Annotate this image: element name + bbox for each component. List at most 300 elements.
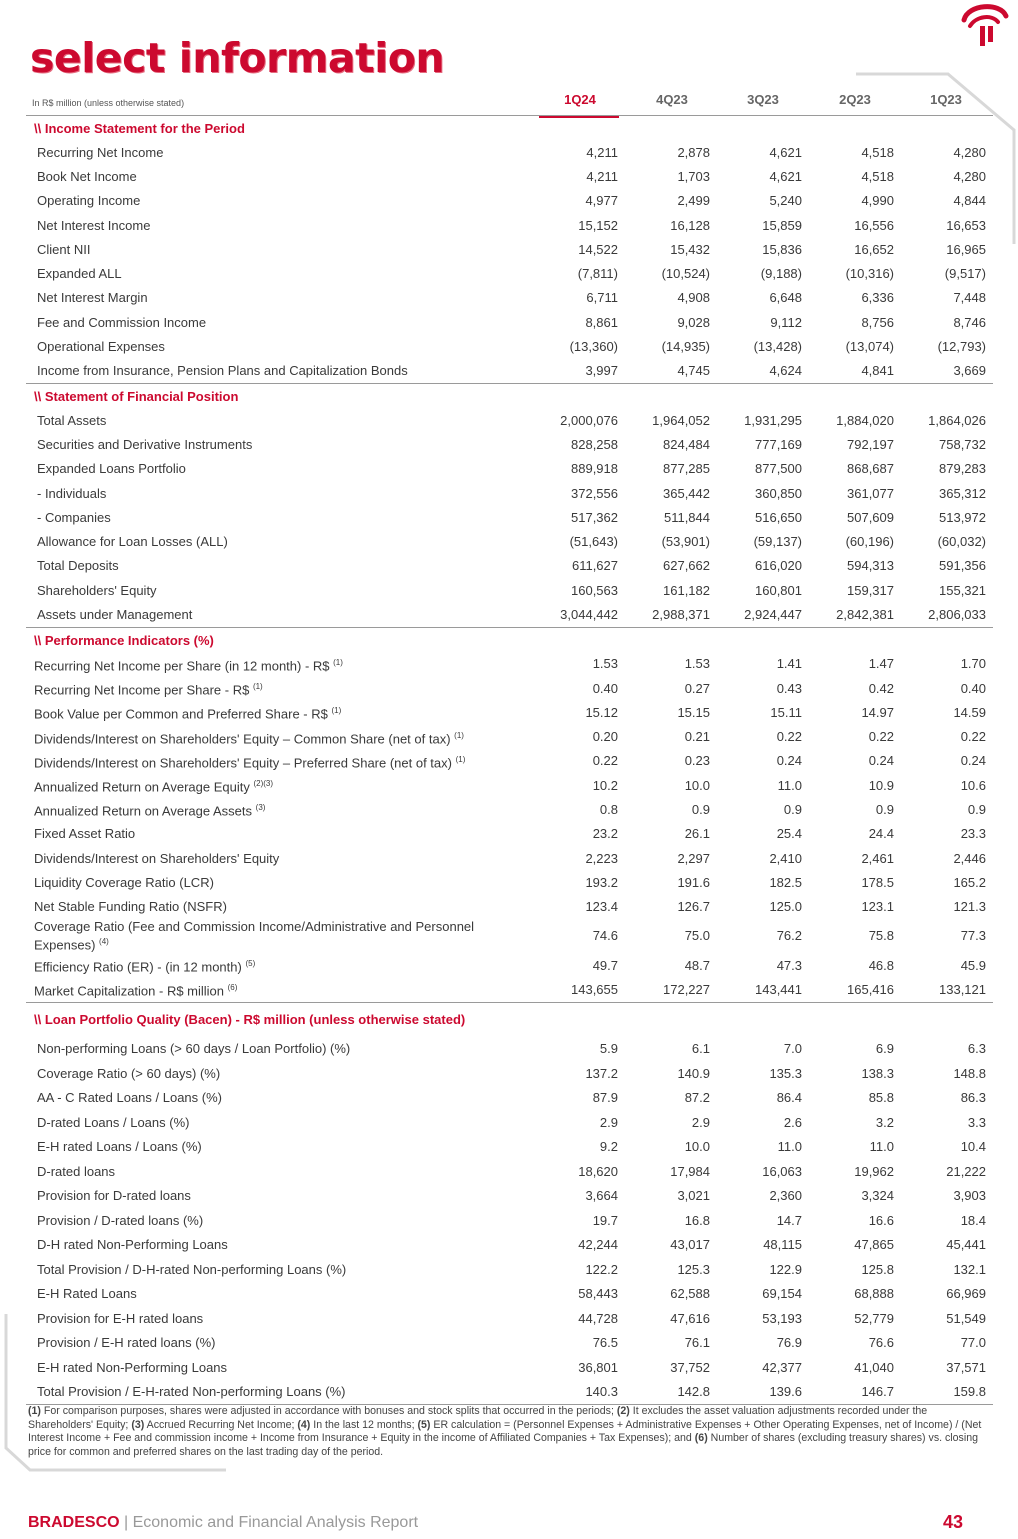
row-label — [26, 486, 526, 501]
row-label-text: Efficiency Ratio (ER) - (in 12 month) — [34, 959, 242, 975]
table-row — [26, 310, 993, 334]
value-cell-1q23: 0.9 — [967, 802, 986, 818]
row-label — [26, 1164, 526, 1179]
value-cell-2q23: 46.8 — [868, 957, 894, 973]
table-row — [26, 919, 993, 953]
value-cell-3q23: 48,115 — [763, 1237, 802, 1253]
row-label-text: D-rated Loans / Loans (%) — [37, 1114, 190, 1130]
value-cell-1q23: 879,283 — [939, 461, 986, 477]
value-cell-2q23: 6,336 — [861, 290, 894, 306]
row-label-text: AA - C Rated Loans / Loans (%) — [37, 1090, 222, 1106]
table-row — [26, 773, 993, 797]
row-label-text: Book Value per Common and Preferred Share - R$ — [34, 706, 328, 722]
value-cell-4q23: 511,844 — [663, 509, 710, 525]
value-cell-1q23: 16,965 — [946, 241, 986, 257]
value-cell-3q23: 16,063 — [762, 1163, 802, 1179]
row-label — [26, 290, 526, 305]
value-cell-1q24: 2,000,076 — [560, 412, 618, 428]
value-cell-1q23: 513,972 — [939, 509, 986, 525]
value-cell-2q23: 594,313 — [847, 558, 894, 574]
value-cell-1q23: 0.24 — [960, 753, 986, 769]
value-cell-1q23: 0.22 — [960, 729, 986, 745]
value-cell-1q24: 140.3 — [585, 1384, 618, 1400]
value-cell-4q23: (14,935) — [661, 339, 710, 355]
row-label-text: Expanded ALL — [37, 266, 122, 282]
value-cell-3q23: 0.9 — [783, 802, 802, 818]
row-label-text: Dividends/Interest on Shareholders' Equity – Common Share (net of tax) — [34, 730, 451, 746]
table-row — [26, 261, 993, 285]
row-label-text: Recurring Net Income per Share (in 12 month) - R$ — [34, 657, 330, 673]
value-cell-2q23: 1,884,020 — [836, 412, 894, 428]
period-header-1q24: 1Q24 — [564, 92, 596, 107]
value-cell-2q23: 47,865 — [854, 1237, 894, 1253]
footnote-ref: (6) — [227, 983, 238, 993]
table-row — [26, 953, 993, 977]
value-cell-1q24: 193.2 — [585, 874, 618, 890]
footnote-number: (1) — [28, 1405, 41, 1417]
row-label-text: Total Provision / D-H-rated Non-performing Loans (%) — [37, 1261, 347, 1277]
value-cell-4q23: 126.7 — [677, 899, 710, 915]
row-label — [26, 655, 526, 673]
value-cell-1q23: 591,356 — [939, 558, 986, 574]
value-cell-3q23: 11.0 — [777, 1139, 802, 1155]
row-label-text: Provision for E-H rated loans — [37, 1310, 204, 1326]
row-label-text: Operating Income — [37, 193, 141, 209]
footnote-ref: (1) — [454, 730, 464, 740]
row-label — [26, 315, 526, 330]
table-section — [26, 1003, 993, 1406]
value-cell-1q24: 3,997 — [585, 363, 618, 379]
table-row — [26, 749, 993, 773]
value-cell-1q23: 16,653 — [946, 217, 986, 233]
value-cell-2q23: (60,196) — [845, 534, 894, 550]
value-cell-3q23: 125.0 — [769, 899, 802, 915]
value-cell-1q24: 0.40 — [592, 680, 618, 696]
period-header-2q23: 2Q23 — [839, 92, 871, 107]
table-row — [26, 652, 993, 676]
row-label — [26, 339, 526, 354]
value-cell-1q24: 4,211 — [586, 144, 618, 160]
value-cell-2q23: 868,687 — [847, 461, 894, 477]
value-cell-1q23: 6.3 — [967, 1041, 986, 1057]
value-cell-4q23: (53,901) — [661, 534, 710, 550]
value-cell-4q23: 87.2 — [684, 1090, 710, 1106]
value-cell-4q23: 191.6 — [677, 874, 710, 890]
value-cell-1q24: 122.2 — [585, 1261, 618, 1277]
footnote-ref: (3) — [255, 803, 266, 813]
value-cell-4q23: 2,988,371 — [652, 606, 710, 622]
value-cell-1q24: 0.20 — [592, 729, 618, 745]
footer-brand-name: BRADESCO — [28, 1514, 120, 1531]
value-cell-1q23: 23.3 — [960, 826, 986, 842]
table-row — [26, 1233, 993, 1258]
table-row — [26, 213, 993, 237]
value-cell-1q24: 137.2 — [585, 1065, 618, 1081]
value-cell-3q23: 7.0 — [783, 1041, 802, 1057]
value-cell-4q23: 2.9 — [691, 1114, 710, 1130]
table-row — [26, 554, 993, 578]
section-title: \\ Loan Portfolio Quality (Bacen) - R$ million (unless otherwise stated) — [34, 1011, 466, 1027]
row-label-text: Allowance for Loan Losses (ALL) — [37, 534, 228, 550]
row-label — [26, 193, 526, 208]
row-label — [26, 752, 526, 770]
section-title: \\ Statement of Financial Position — [34, 388, 239, 404]
row-label — [26, 679, 526, 697]
row-label — [26, 703, 526, 721]
value-cell-1q24: 5.9 — [599, 1041, 618, 1057]
row-label-text: Dividends/Interest on Shareholders' Equity – Preferred Share (net of tax) — [34, 755, 452, 771]
value-cell-3q23: (9,188) — [760, 266, 802, 282]
value-cell-2q23: 2,461 — [861, 850, 894, 866]
value-cell-1q24: 160,563 — [571, 582, 618, 598]
value-cell-4q23: 0.9 — [691, 802, 710, 818]
row-label — [26, 728, 526, 746]
table-row — [26, 481, 993, 505]
row-label-text: Market Capitalization - R$ million — [34, 983, 225, 999]
footnote-ref: (1) — [252, 681, 263, 691]
row-label-text: Recurring Net Income per Share - R$ — [34, 682, 250, 698]
row-label-text: Annualized Return on Average Assets — [34, 803, 253, 819]
value-cell-1q24: (7,811) — [577, 266, 618, 282]
table-row — [26, 432, 993, 456]
value-cell-4q23: 172,227 — [663, 981, 710, 997]
value-cell-4q23: 3,021 — [677, 1188, 710, 1204]
row-label — [26, 534, 526, 549]
row-label — [26, 1286, 526, 1301]
table-row — [26, 725, 993, 749]
value-cell-1q23: 159.8 — [953, 1384, 986, 1400]
table-row — [26, 334, 993, 358]
row-label-text: Provision / D-rated loans (%) — [37, 1212, 204, 1228]
row-label — [26, 919, 526, 952]
value-cell-4q23: 140.9 — [677, 1065, 710, 1081]
table-row — [26, 1331, 993, 1356]
value-cell-2q23: 6.9 — [875, 1041, 894, 1057]
value-cell-2q23: 792,197 — [847, 436, 894, 452]
row-label — [26, 145, 526, 160]
value-cell-1q23: 3,669 — [953, 363, 986, 379]
value-cell-2q23: 11.0 — [869, 1139, 894, 1155]
value-cell-3q23: 4,624 — [769, 363, 802, 379]
value-cell-3q23: 47.3 — [776, 957, 802, 973]
value-cell-2q23: 16,652 — [854, 241, 894, 257]
value-cell-3q23: 5,240 — [769, 193, 802, 209]
value-cell-1q23: (12,793) — [937, 339, 986, 355]
table-row — [26, 1306, 993, 1331]
value-cell-2q23: (13,074) — [845, 339, 894, 355]
value-cell-4q23: 10.0 — [684, 777, 710, 793]
value-cell-1q24: 4,977 — [585, 193, 618, 209]
row-label-text: Recurring Net Income — [37, 144, 164, 160]
footer-report-title: Economic and Financial Analysis Report — [132, 1514, 419, 1531]
footer-separator: | — [119, 1514, 133, 1531]
value-cell-4q23: 16,128 — [670, 217, 710, 233]
value-cell-2q23: 0.22 — [868, 729, 894, 745]
value-cell-2q23: 16,556 — [854, 217, 894, 233]
footnote-number: (2) — [616, 1405, 630, 1417]
value-cell-3q23: 160,801 — [755, 582, 802, 598]
value-cell-2q23: 85.8 — [868, 1090, 894, 1106]
value-cell-1q23: 51,549 — [946, 1310, 986, 1326]
table-row — [26, 359, 993, 383]
table-row — [26, 700, 993, 724]
row-label-text: Client NII — [37, 241, 91, 257]
value-cell-2q23: 146.7 — [861, 1384, 894, 1400]
table-section — [26, 116, 993, 384]
value-cell-2q23: 75.8 — [868, 928, 894, 944]
value-cell-4q23: (10,524) — [661, 266, 710, 282]
value-cell-1q23: 77.3 — [960, 928, 986, 944]
row-label — [26, 1335, 526, 1350]
unit-note: In R$ million (unless otherwise stated) — [32, 98, 185, 108]
value-cell-1q23: 148.8 — [953, 1065, 986, 1081]
value-cell-3q23: 42,377 — [762, 1359, 802, 1375]
value-cell-1q24: 828,258 — [571, 436, 618, 452]
value-cell-1q24: 2,223 — [585, 850, 618, 866]
value-cell-4q23: 75.0 — [684, 928, 710, 944]
value-cell-1q23: 1.70 — [960, 656, 986, 672]
value-cell-3q23: 2,410 — [769, 850, 802, 866]
value-cell-2q23: 507,609 — [847, 509, 894, 525]
value-cell-2q23: 0.42 — [868, 680, 894, 696]
value-cell-3q23: 139.6 — [769, 1384, 802, 1400]
row-label — [26, 242, 526, 257]
value-cell-2q23: 41,040 — [854, 1359, 894, 1375]
value-cell-3q23: 122.9 — [769, 1261, 802, 1277]
value-cell-1q23: 365,312 — [939, 485, 986, 501]
value-cell-3q23: 86.4 — [776, 1090, 802, 1106]
table-row — [26, 870, 993, 894]
footnote-ref: (5) — [245, 958, 256, 968]
value-cell-3q23: 4,621 — [769, 168, 802, 184]
value-cell-3q23: 516,650 — [755, 509, 802, 525]
value-cell-2q23: 2,842,381 — [836, 606, 894, 622]
row-label — [26, 1213, 526, 1228]
table-row — [26, 602, 993, 626]
row-label-text: E-H Rated Loans — [37, 1286, 137, 1302]
value-cell-4q23: 62,588 — [670, 1286, 710, 1302]
value-cell-4q23: 365,442 — [663, 485, 710, 501]
value-cell-1q24: 372,556 — [571, 485, 618, 501]
row-label — [26, 1262, 526, 1277]
table-row — [26, 408, 993, 432]
row-label — [26, 800, 526, 818]
row-label-text: Coverage Ratio (Fee and Commission Income/Administrative and Personnel Expenses) — [34, 919, 475, 953]
row-label-text: D-rated loans — [37, 1163, 116, 1179]
value-cell-2q23: 0.24 — [868, 753, 894, 769]
footnote-text: ER calculation = (Personnel Expenses + Administrative Expenses + Other Operating Expenses, net of Income) / (Net Interest Income + Fee and commission income + Income from Insurance + Equity in the income of Affiliated Companies + Tax Expenses); and — [28, 1418, 982, 1445]
page-title: select information — [30, 34, 445, 82]
value-cell-2q23: 3,324 — [861, 1188, 894, 1204]
table-row — [26, 1257, 993, 1282]
value-cell-1q24: 44,728 — [578, 1310, 618, 1326]
row-label-text: Total Provision / E-H-rated Non-performing Loans (%) — [37, 1384, 346, 1400]
table-section — [26, 628, 993, 1003]
value-cell-1q24: 6,711 — [586, 290, 618, 306]
footnote-ref: (1) — [331, 706, 342, 716]
table-row — [26, 676, 993, 700]
value-cell-3q23: 14.7 — [776, 1212, 802, 1228]
value-cell-3q23: 53,193 — [762, 1310, 802, 1326]
value-cell-3q23: 15,836 — [762, 241, 802, 257]
value-cell-1q24: (13,360) — [569, 339, 618, 355]
value-cell-1q23: 121.3 — [953, 899, 986, 915]
value-cell-3q23: 135.3 — [769, 1065, 802, 1081]
value-cell-1q24: 10.2 — [592, 777, 618, 793]
table-row — [26, 1037, 993, 1062]
value-cell-3q23: 76.2 — [776, 928, 802, 944]
footnote-ref: (4) — [99, 937, 109, 947]
value-cell-2q23: 52,779 — [854, 1310, 894, 1326]
value-cell-1q24: 23.2 — [592, 826, 618, 842]
value-cell-1q24: (51,643) — [569, 534, 618, 550]
row-label — [26, 956, 526, 974]
value-cell-2q23: 19,962 — [854, 1163, 894, 1179]
row-label-text: Dividends/Interest on Shareholders' Equity — [34, 850, 280, 866]
table-row — [26, 1086, 993, 1111]
value-cell-4q23: 4,908 — [677, 290, 710, 306]
table-row — [26, 286, 993, 310]
value-cell-2q23: 4,841 — [861, 363, 894, 379]
value-cell-4q23: 26.1 — [684, 826, 710, 842]
value-cell-3q23: 1.41 — [776, 656, 802, 672]
value-cell-1q24: 3,664 — [585, 1188, 618, 1204]
row-label-text: Total Deposits — [37, 558, 119, 574]
value-cell-1q24: 15.12 — [585, 704, 618, 720]
value-cell-3q23: 2,924,447 — [744, 606, 802, 622]
value-cell-1q23: 8,746 — [953, 314, 986, 330]
footnote-text: It excludes the asset valuation adjustments recorded under the Shareholders' Equity; — [28, 1405, 928, 1431]
value-cell-2q23: 76.6 — [868, 1335, 894, 1351]
value-cell-1q24: 2.9 — [599, 1114, 618, 1130]
value-cell-1q23: 45,441 — [946, 1237, 986, 1253]
value-cell-4q23: 16.8 — [684, 1212, 710, 1228]
value-cell-2q23: 138.3 — [861, 1065, 894, 1081]
value-cell-4q23: 877,285 — [663, 461, 710, 477]
value-cell-1q23: (9,517) — [944, 266, 986, 282]
row-label-text: Securities and Derivative Instruments — [37, 436, 253, 452]
row-label-text: Expanded Loans Portfolio — [37, 461, 186, 477]
row-label — [26, 607, 526, 622]
value-cell-4q23: 0.27 — [684, 680, 710, 696]
value-cell-1q23: (60,032) — [937, 534, 986, 550]
value-cell-3q23: 777,169 — [755, 436, 802, 452]
row-label — [26, 1066, 526, 1081]
value-cell-3q23: (13,428) — [753, 339, 802, 355]
value-cell-1q23: 45.9 — [960, 957, 986, 973]
table-row — [26, 140, 993, 164]
value-cell-1q23: 18.4 — [960, 1212, 986, 1228]
row-label — [26, 510, 526, 525]
value-cell-4q23: 37,752 — [670, 1359, 710, 1375]
section-title: \\ Income Statement for the Period — [34, 121, 245, 136]
value-cell-4q23: 1,703 — [677, 168, 710, 184]
footnote-number: (4) — [297, 1418, 311, 1431]
value-cell-1q23: 2,806,033 — [928, 606, 986, 622]
value-cell-1q24: 18,620 — [578, 1163, 618, 1179]
table-row — [26, 1282, 993, 1307]
value-cell-1q24: 123.4 — [585, 899, 618, 915]
row-label-text: Assets under Management — [37, 606, 193, 622]
row-label-text: D-H rated Non-Performing Loans — [37, 1237, 228, 1253]
row-label — [26, 826, 526, 841]
value-cell-2q23: (10,316) — [845, 266, 894, 282]
row-label — [26, 1311, 526, 1326]
row-label — [26, 1384, 526, 1399]
table-row — [26, 822, 993, 846]
value-cell-1q24: 14,522 — [578, 241, 618, 257]
value-cell-1q23: 66,969 — [946, 1286, 986, 1302]
value-cell-2q23: 16.6 — [868, 1212, 894, 1228]
value-cell-1q23: 10.4 — [960, 1139, 986, 1155]
value-cell-2q23: 0.9 — [875, 802, 894, 818]
value-cell-2q23: 159,317 — [847, 582, 894, 598]
row-label-text: Liquidity Coverage Ratio (LCR) — [34, 874, 214, 890]
row-label — [26, 1360, 526, 1375]
row-label — [26, 899, 526, 914]
row-label-text: Operational Expenses — [37, 339, 165, 355]
value-cell-1q23: 77.0 — [960, 1335, 986, 1351]
value-cell-1q24: 49.7 — [592, 957, 618, 973]
value-cell-1q23: 0.40 — [960, 680, 986, 696]
value-cell-2q23: 14.97 — [861, 704, 894, 720]
footnote-text: For comparison purposes, shares were adjusted in accordance with bonuses and stock splits that occurred in the periods; — [40, 1405, 617, 1417]
table-section — [26, 384, 993, 628]
row-label — [26, 1237, 526, 1252]
table-row — [26, 578, 993, 602]
value-cell-1q23: 3.3 — [967, 1114, 986, 1130]
row-label — [26, 413, 526, 428]
value-cell-1q23: 132.1 — [953, 1261, 986, 1277]
value-cell-2q23: 4,518 — [861, 144, 894, 160]
value-cell-1q23: 155,321 — [939, 582, 986, 598]
value-cell-1q24: 87.9 — [592, 1090, 618, 1106]
footnote-text: Number of shares (excluding treasury shares) vs. closing price for common and preferred shares on the last trading day of the period. — [28, 1432, 978, 1458]
table-row — [26, 457, 993, 481]
footnote-text: In the last 12 months; — [310, 1418, 418, 1431]
period-header — [526, 92, 992, 116]
row-label — [26, 583, 526, 598]
row-label — [26, 980, 526, 998]
value-cell-1q23: 86.3 — [960, 1090, 986, 1106]
value-cell-1q23: 758,732 — [939, 436, 986, 452]
value-cell-1q23: 10.6 — [960, 777, 986, 793]
value-cell-1q23: 1,864,026 — [928, 412, 986, 428]
value-cell-3q23: 2.6 — [783, 1114, 802, 1130]
value-cell-1q24: 8,861 — [585, 314, 618, 330]
table-row — [26, 797, 993, 821]
value-cell-4q23: 2,499 — [677, 193, 710, 209]
value-cell-4q23: 824,484 — [663, 436, 710, 452]
table-row — [26, 1184, 993, 1209]
footnotes — [28, 1405, 988, 1459]
value-cell-1q24: 517,362 — [571, 509, 618, 525]
value-cell-3q23: 1,931,295 — [744, 412, 802, 428]
value-cell-4q23: 2,878 — [677, 144, 710, 160]
value-cell-4q23: 627,662 — [663, 558, 710, 574]
value-cell-1q24: 19.7 — [592, 1212, 618, 1228]
row-label-text: - Individuals — [37, 485, 107, 501]
footnote-number: (3) — [131, 1418, 145, 1431]
footer-brand — [28, 1514, 418, 1532]
table-row — [26, 1061, 993, 1086]
value-cell-1q23: 4,280 — [953, 168, 986, 184]
value-cell-2q23: 165,416 — [847, 981, 894, 997]
footnote-number: (5) — [417, 1418, 431, 1431]
value-cell-3q23: (59,137) — [753, 534, 802, 550]
value-cell-4q23: 43,017 — [670, 1237, 710, 1253]
table-row — [26, 1135, 993, 1160]
